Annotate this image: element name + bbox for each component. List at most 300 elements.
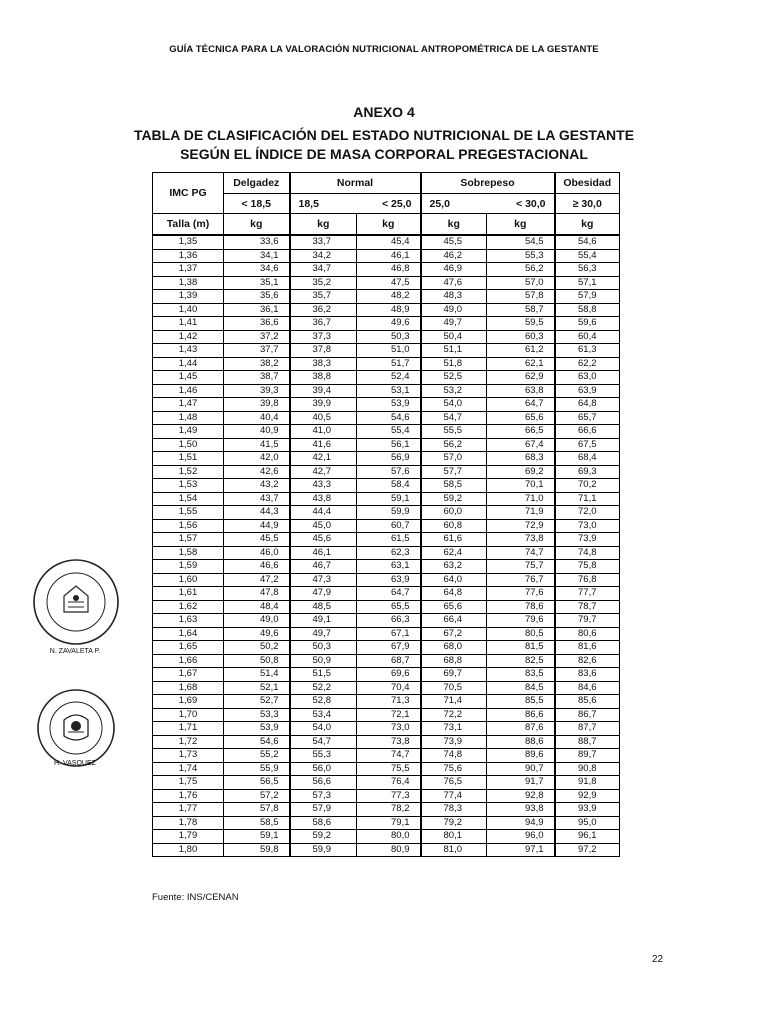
weight-cell: 51,1 bbox=[421, 344, 487, 358]
weight-cell: 48,4 bbox=[224, 600, 290, 614]
weight-cell: 55,4 bbox=[357, 425, 421, 439]
weight-cell: 73,0 bbox=[357, 722, 421, 736]
weight-cell: 72,2 bbox=[421, 708, 487, 722]
table-row bbox=[153, 735, 620, 749]
talla-cell: 1,36 bbox=[153, 249, 224, 263]
weight-cell: 55,2 bbox=[224, 749, 290, 763]
table-row bbox=[153, 600, 620, 614]
talla-cell: 1,60 bbox=[153, 573, 224, 587]
table-row bbox=[153, 560, 620, 574]
weight-cell: 59,9 bbox=[357, 506, 421, 520]
weight-cell: 34,6 bbox=[224, 263, 290, 277]
unit-kg: kg bbox=[290, 214, 357, 236]
table-row bbox=[153, 776, 620, 790]
weight-cell: 57,9 bbox=[290, 803, 357, 817]
weight-cell: 96,0 bbox=[487, 830, 555, 844]
weight-cell: 64,8 bbox=[421, 587, 487, 601]
weight-cell: 49,7 bbox=[290, 627, 357, 641]
talla-cell: 1,35 bbox=[153, 235, 224, 249]
weight-cell: 46,6 bbox=[224, 560, 290, 574]
weight-cell: 71,3 bbox=[357, 695, 421, 709]
weight-cell: 50,3 bbox=[357, 330, 421, 344]
talla-cell: 1,58 bbox=[153, 546, 224, 560]
talla-cell: 1,47 bbox=[153, 398, 224, 412]
page-number: 22 bbox=[652, 954, 664, 965]
table-row bbox=[153, 681, 620, 695]
weight-cell: 54,5 bbox=[487, 235, 555, 249]
weight-cell: 41,5 bbox=[224, 438, 290, 452]
table-row bbox=[153, 627, 620, 641]
weight-cell: 55,5 bbox=[421, 425, 487, 439]
weight-cell: 49,6 bbox=[224, 627, 290, 641]
weight-cell: 46,2 bbox=[421, 249, 487, 263]
weight-cell: 82,6 bbox=[555, 654, 620, 668]
talla-cell: 1,50 bbox=[153, 438, 224, 452]
weight-cell: 59,2 bbox=[290, 830, 357, 844]
weight-cell: 61,2 bbox=[487, 344, 555, 358]
table-row bbox=[153, 371, 620, 385]
weight-cell: 63,2 bbox=[421, 560, 487, 574]
weight-cell: 49,6 bbox=[357, 317, 421, 331]
weight-cell: 34,2 bbox=[290, 249, 357, 263]
weight-cell: 63,8 bbox=[487, 384, 555, 398]
weight-cell: 58,4 bbox=[357, 479, 421, 493]
weight-cell: 78,3 bbox=[421, 803, 487, 817]
weight-cell: 73,9 bbox=[555, 533, 620, 547]
unit-kg: kg bbox=[487, 214, 555, 236]
weight-cell: 44,9 bbox=[224, 519, 290, 533]
weight-cell: 40,9 bbox=[224, 425, 290, 439]
weight-cell: 52,8 bbox=[290, 695, 357, 709]
weight-cell: 59,5 bbox=[487, 317, 555, 331]
table-row bbox=[153, 465, 620, 479]
table-row bbox=[153, 749, 620, 763]
talla-cell: 1,73 bbox=[153, 749, 224, 763]
weight-cell: 59,9 bbox=[290, 843, 357, 857]
weight-cell: 64,7 bbox=[487, 398, 555, 412]
weight-cell: 62,1 bbox=[487, 357, 555, 371]
table-body bbox=[153, 235, 620, 857]
weight-cell: 46,9 bbox=[421, 263, 487, 277]
unit-kg: kg bbox=[357, 214, 421, 236]
weight-cell: 55,3 bbox=[290, 749, 357, 763]
weight-cell: 61,3 bbox=[555, 344, 620, 358]
table-row bbox=[153, 843, 620, 857]
weight-cell: 81,6 bbox=[555, 641, 620, 655]
weight-cell: 45,0 bbox=[290, 519, 357, 533]
weight-cell: 54,7 bbox=[421, 411, 487, 425]
weight-cell: 47,2 bbox=[224, 573, 290, 587]
table-row bbox=[153, 235, 620, 249]
talla-cell: 1,56 bbox=[153, 519, 224, 533]
weight-cell: 63,0 bbox=[555, 371, 620, 385]
weight-cell: 80,6 bbox=[555, 627, 620, 641]
weight-cell: 59,1 bbox=[224, 830, 290, 844]
weight-cell: 91,8 bbox=[555, 776, 620, 790]
page-title bbox=[0, 126, 768, 164]
weight-cell: 54,0 bbox=[290, 722, 357, 736]
weight-cell: 88,6 bbox=[487, 735, 555, 749]
table-row bbox=[153, 290, 620, 304]
weight-cell: 59,6 bbox=[555, 317, 620, 331]
table-row bbox=[153, 803, 620, 817]
table-row bbox=[153, 506, 620, 520]
weight-cell: 53,9 bbox=[357, 398, 421, 412]
talla-cell: 1,59 bbox=[153, 560, 224, 574]
weight-cell: 39,9 bbox=[290, 398, 357, 412]
weight-cell: 65,7 bbox=[555, 411, 620, 425]
weight-cell: 46,1 bbox=[290, 546, 357, 560]
weight-cell: 72,0 bbox=[555, 506, 620, 520]
weight-cell: 57,3 bbox=[290, 789, 357, 803]
weight-cell: 57,9 bbox=[555, 290, 620, 304]
weight-cell: 76,7 bbox=[487, 573, 555, 587]
weight-cell: 75,5 bbox=[357, 762, 421, 776]
talla-cell: 1,67 bbox=[153, 668, 224, 682]
weight-cell: 60,3 bbox=[487, 330, 555, 344]
weight-cell: 90,8 bbox=[555, 762, 620, 776]
weight-cell: 60,7 bbox=[357, 519, 421, 533]
talla-cell: 1,63 bbox=[153, 614, 224, 628]
weight-cell: 57,7 bbox=[421, 465, 487, 479]
weight-cell: 57,2 bbox=[224, 789, 290, 803]
table-row bbox=[153, 695, 620, 709]
weight-cell: 54,6 bbox=[224, 735, 290, 749]
talla-cell: 1,51 bbox=[153, 452, 224, 466]
weight-cell: 89,7 bbox=[555, 749, 620, 763]
sobrepeso-header: Sobrepeso bbox=[421, 173, 555, 194]
table-row bbox=[153, 533, 620, 547]
table-row bbox=[153, 330, 620, 344]
weight-cell: 71,0 bbox=[487, 492, 555, 506]
table-row bbox=[153, 546, 620, 560]
weight-cell: 54,0 bbox=[421, 398, 487, 412]
weight-cell: 56,2 bbox=[487, 263, 555, 277]
threshold-sobrepeso-low: 25,0 bbox=[421, 194, 487, 214]
weight-cell: 46,0 bbox=[224, 546, 290, 560]
weight-cell: 52,7 bbox=[224, 695, 290, 709]
weight-cell: 89,6 bbox=[487, 749, 555, 763]
weight-cell: 62,3 bbox=[357, 546, 421, 560]
weight-cell: 87,7 bbox=[555, 722, 620, 736]
weight-cell: 75,8 bbox=[555, 560, 620, 574]
weight-cell: 74,7 bbox=[357, 749, 421, 763]
weight-cell: 88,7 bbox=[555, 735, 620, 749]
weight-cell: 60,4 bbox=[555, 330, 620, 344]
table-row bbox=[153, 249, 620, 263]
weight-cell: 55,4 bbox=[555, 249, 620, 263]
weight-cell: 81,5 bbox=[487, 641, 555, 655]
weight-cell: 75,6 bbox=[421, 762, 487, 776]
weight-cell: 84,6 bbox=[555, 681, 620, 695]
weight-cell: 71,1 bbox=[555, 492, 620, 506]
talla-cell: 1,78 bbox=[153, 816, 224, 830]
weight-cell: 43,7 bbox=[224, 492, 290, 506]
weight-cell: 56,5 bbox=[224, 776, 290, 790]
weight-cell: 67,9 bbox=[357, 641, 421, 655]
weight-cell: 68,4 bbox=[555, 452, 620, 466]
table-row bbox=[153, 668, 620, 682]
weight-cell: 93,8 bbox=[487, 803, 555, 817]
institutional-seal-stamp bbox=[34, 686, 118, 770]
weight-cell: 64,7 bbox=[357, 587, 421, 601]
weight-cell: 76,8 bbox=[555, 573, 620, 587]
weight-cell: 53,9 bbox=[224, 722, 290, 736]
threshold-delgadez: < 18,5 bbox=[224, 194, 290, 214]
weight-cell: 36,2 bbox=[290, 303, 357, 317]
weight-cell: 70,1 bbox=[487, 479, 555, 493]
weight-cell: 58,7 bbox=[487, 303, 555, 317]
talla-cell: 1,62 bbox=[153, 600, 224, 614]
weight-cell: 95,0 bbox=[555, 816, 620, 830]
weight-cell: 85,6 bbox=[555, 695, 620, 709]
weight-cell: 37,8 bbox=[290, 344, 357, 358]
table-row bbox=[153, 587, 620, 601]
weight-cell: 73,0 bbox=[555, 519, 620, 533]
weight-cell: 72,1 bbox=[357, 708, 421, 722]
table-row bbox=[153, 344, 620, 358]
weight-cell: 97,2 bbox=[555, 843, 620, 857]
table-row bbox=[153, 384, 620, 398]
obesidad-header: Obesidad bbox=[555, 173, 620, 194]
weight-cell: 51,8 bbox=[421, 357, 487, 371]
talla-cell: 1,61 bbox=[153, 587, 224, 601]
weight-cell: 86,7 bbox=[555, 708, 620, 722]
imc-classification-table-wrapper bbox=[152, 172, 619, 857]
weight-cell: 71,4 bbox=[421, 695, 487, 709]
weight-cell: 87,6 bbox=[487, 722, 555, 736]
weight-cell: 74,7 bbox=[487, 546, 555, 560]
weight-cell: 78,7 bbox=[555, 600, 620, 614]
weight-cell: 67,4 bbox=[487, 438, 555, 452]
weight-cell: 63,9 bbox=[357, 573, 421, 587]
weight-cell: 51,7 bbox=[357, 357, 421, 371]
weight-cell: 91,7 bbox=[487, 776, 555, 790]
weight-cell: 62,9 bbox=[487, 371, 555, 385]
weight-cell: 53,2 bbox=[421, 384, 487, 398]
weight-cell: 39,3 bbox=[224, 384, 290, 398]
weight-cell: 49,7 bbox=[421, 317, 487, 331]
table-row bbox=[153, 492, 620, 506]
weight-cell: 41,0 bbox=[290, 425, 357, 439]
weight-cell: 50,9 bbox=[290, 654, 357, 668]
title-line-1: TABLA DE CLASIFICACIÓN DEL ESTADO NUTRICIONAL DE LA GESTANTE bbox=[133, 127, 635, 143]
imc-pg-header: IMC PG bbox=[153, 173, 224, 214]
weight-cell: 47,6 bbox=[421, 276, 487, 290]
weight-cell: 61,6 bbox=[421, 533, 487, 547]
talla-cell: 1,69 bbox=[153, 695, 224, 709]
weight-cell: 69,7 bbox=[421, 668, 487, 682]
weight-cell: 43,2 bbox=[224, 479, 290, 493]
weight-cell: 81,0 bbox=[421, 843, 487, 857]
weight-cell: 53,1 bbox=[357, 384, 421, 398]
table-row bbox=[153, 789, 620, 803]
weight-cell: 61,5 bbox=[357, 533, 421, 547]
table-row bbox=[153, 573, 620, 587]
weight-cell: 80,5 bbox=[487, 627, 555, 641]
running-header: GUÍA TÉCNICA PARA LA VALORACIÓN NUTRICIONAL ANTROPOMÉTRICA DE LA GESTANTE bbox=[169, 44, 599, 55]
talla-cell: 1,39 bbox=[153, 290, 224, 304]
weight-cell: 51,5 bbox=[290, 668, 357, 682]
weight-cell: 49,1 bbox=[290, 614, 357, 628]
weight-cell: 63,1 bbox=[357, 560, 421, 574]
talla-cell: 1,52 bbox=[153, 465, 224, 479]
weight-cell: 77,4 bbox=[421, 789, 487, 803]
weight-cell: 50,3 bbox=[290, 641, 357, 655]
weight-cell: 78,6 bbox=[487, 600, 555, 614]
weight-cell: 38,3 bbox=[290, 357, 357, 371]
weight-cell: 42,6 bbox=[224, 465, 290, 479]
weight-cell: 46,8 bbox=[357, 263, 421, 277]
weight-cell: 69,6 bbox=[357, 668, 421, 682]
weight-cell: 71,9 bbox=[487, 506, 555, 520]
weight-cell: 76,4 bbox=[357, 776, 421, 790]
weight-cell: 72,9 bbox=[487, 519, 555, 533]
weight-cell: 68,7 bbox=[357, 654, 421, 668]
weight-cell: 52,5 bbox=[421, 371, 487, 385]
weight-cell: 65,6 bbox=[421, 600, 487, 614]
weight-cell: 44,4 bbox=[290, 506, 357, 520]
weight-cell: 43,3 bbox=[290, 479, 357, 493]
talla-cell: 1,48 bbox=[153, 411, 224, 425]
signature-zavaleta: N. ZAVALETA P. bbox=[49, 648, 101, 655]
signature-vasquez: H. VASQUEZ bbox=[54, 760, 96, 767]
talla-cell: 1,66 bbox=[153, 654, 224, 668]
weight-cell: 67,5 bbox=[555, 438, 620, 452]
weight-cell: 41,6 bbox=[290, 438, 357, 452]
unit-kg: kg bbox=[224, 214, 290, 236]
talla-cell: 1,70 bbox=[153, 708, 224, 722]
table-row bbox=[153, 479, 620, 493]
table-row bbox=[153, 357, 620, 371]
weight-cell: 79,1 bbox=[357, 816, 421, 830]
weight-cell: 62,2 bbox=[555, 357, 620, 371]
weight-cell: 54,7 bbox=[290, 735, 357, 749]
weight-cell: 46,7 bbox=[290, 560, 357, 574]
weight-cell: 48,9 bbox=[357, 303, 421, 317]
weight-cell: 73,8 bbox=[357, 735, 421, 749]
weight-cell: 73,1 bbox=[421, 722, 487, 736]
weight-cell: 44,3 bbox=[224, 506, 290, 520]
weight-cell: 42,7 bbox=[290, 465, 357, 479]
weight-cell: 45,4 bbox=[357, 235, 421, 249]
table-row bbox=[153, 425, 620, 439]
weight-cell: 37,3 bbox=[290, 330, 357, 344]
weight-cell: 57,8 bbox=[224, 803, 290, 817]
weight-cell: 92,8 bbox=[487, 789, 555, 803]
weight-cell: 58,6 bbox=[290, 816, 357, 830]
weight-cell: 83,6 bbox=[555, 668, 620, 682]
table-row bbox=[153, 452, 620, 466]
weight-cell: 42,1 bbox=[290, 452, 357, 466]
table-row bbox=[153, 438, 620, 452]
weight-cell: 66,3 bbox=[357, 614, 421, 628]
weight-cell: 40,4 bbox=[224, 411, 290, 425]
weight-cell: 35,1 bbox=[224, 276, 290, 290]
weight-cell: 56,0 bbox=[290, 762, 357, 776]
talla-cell: 1,57 bbox=[153, 533, 224, 547]
threshold-normal-high: < 25,0 bbox=[357, 194, 421, 214]
weight-cell: 38,8 bbox=[290, 371, 357, 385]
weight-cell: 35,2 bbox=[290, 276, 357, 290]
weight-cell: 48,5 bbox=[290, 600, 357, 614]
weight-cell: 50,4 bbox=[421, 330, 487, 344]
weight-cell: 48,2 bbox=[357, 290, 421, 304]
weight-cell: 68,3 bbox=[487, 452, 555, 466]
weight-cell: 55,3 bbox=[487, 249, 555, 263]
talla-cell: 1,79 bbox=[153, 830, 224, 844]
talla-cell: 1,75 bbox=[153, 776, 224, 790]
weight-cell: 77,6 bbox=[487, 587, 555, 601]
weight-cell: 36,7 bbox=[290, 317, 357, 331]
weight-cell: 94,9 bbox=[487, 816, 555, 830]
weight-cell: 65,6 bbox=[487, 411, 555, 425]
weight-cell: 52,2 bbox=[290, 681, 357, 695]
table-row bbox=[153, 263, 620, 277]
weight-cell: 56,6 bbox=[290, 776, 357, 790]
weight-cell: 33,6 bbox=[224, 235, 290, 249]
weight-cell: 42,0 bbox=[224, 452, 290, 466]
talla-cell: 1,37 bbox=[153, 263, 224, 277]
weight-cell: 58,5 bbox=[224, 816, 290, 830]
weight-cell: 54,6 bbox=[357, 411, 421, 425]
title-line-2: SEGÚN EL ÍNDICE DE MASA CORPORAL PREGESTACIONAL bbox=[180, 146, 588, 162]
weight-cell: 57,0 bbox=[487, 276, 555, 290]
weight-cell: 69,3 bbox=[555, 465, 620, 479]
weight-cell: 84,5 bbox=[487, 681, 555, 695]
weight-cell: 54,6 bbox=[555, 235, 620, 249]
imc-classification-table bbox=[152, 172, 620, 857]
weight-cell: 55,9 bbox=[224, 762, 290, 776]
table-row bbox=[153, 276, 620, 290]
weight-cell: 47,9 bbox=[290, 587, 357, 601]
normal-header: Normal bbox=[290, 173, 421, 194]
weight-cell: 47,5 bbox=[357, 276, 421, 290]
weight-cell: 86,6 bbox=[487, 708, 555, 722]
weight-cell: 60,8 bbox=[421, 519, 487, 533]
weight-cell: 82,5 bbox=[487, 654, 555, 668]
talla-cell: 1,72 bbox=[153, 735, 224, 749]
talla-cell: 1,42 bbox=[153, 330, 224, 344]
weight-cell: 80,0 bbox=[357, 830, 421, 844]
table-row bbox=[153, 411, 620, 425]
weight-cell: 65,5 bbox=[357, 600, 421, 614]
weight-cell: 40,5 bbox=[290, 411, 357, 425]
weight-cell: 68,8 bbox=[421, 654, 487, 668]
weight-cell: 58,8 bbox=[555, 303, 620, 317]
weight-cell: 47,8 bbox=[224, 587, 290, 601]
weight-cell: 45,5 bbox=[421, 235, 487, 249]
unit-kg: kg bbox=[421, 214, 487, 236]
institutional-seal-stamp bbox=[30, 556, 122, 648]
talla-cell: 1,64 bbox=[153, 627, 224, 641]
weight-cell: 80,1 bbox=[421, 830, 487, 844]
talla-cell: 1,68 bbox=[153, 681, 224, 695]
table-row bbox=[153, 641, 620, 655]
weight-cell: 79,2 bbox=[421, 816, 487, 830]
weight-cell: 46,1 bbox=[357, 249, 421, 263]
weight-cell: 66,6 bbox=[555, 425, 620, 439]
weight-cell: 33,7 bbox=[290, 235, 357, 249]
weight-cell: 34,1 bbox=[224, 249, 290, 263]
weight-cell: 74,8 bbox=[555, 546, 620, 560]
talla-cell: 1,40 bbox=[153, 303, 224, 317]
table-row bbox=[153, 303, 620, 317]
weight-cell: 48,3 bbox=[421, 290, 487, 304]
weight-cell: 67,1 bbox=[357, 627, 421, 641]
weight-cell: 66,4 bbox=[421, 614, 487, 628]
talla-cell: 1,74 bbox=[153, 762, 224, 776]
